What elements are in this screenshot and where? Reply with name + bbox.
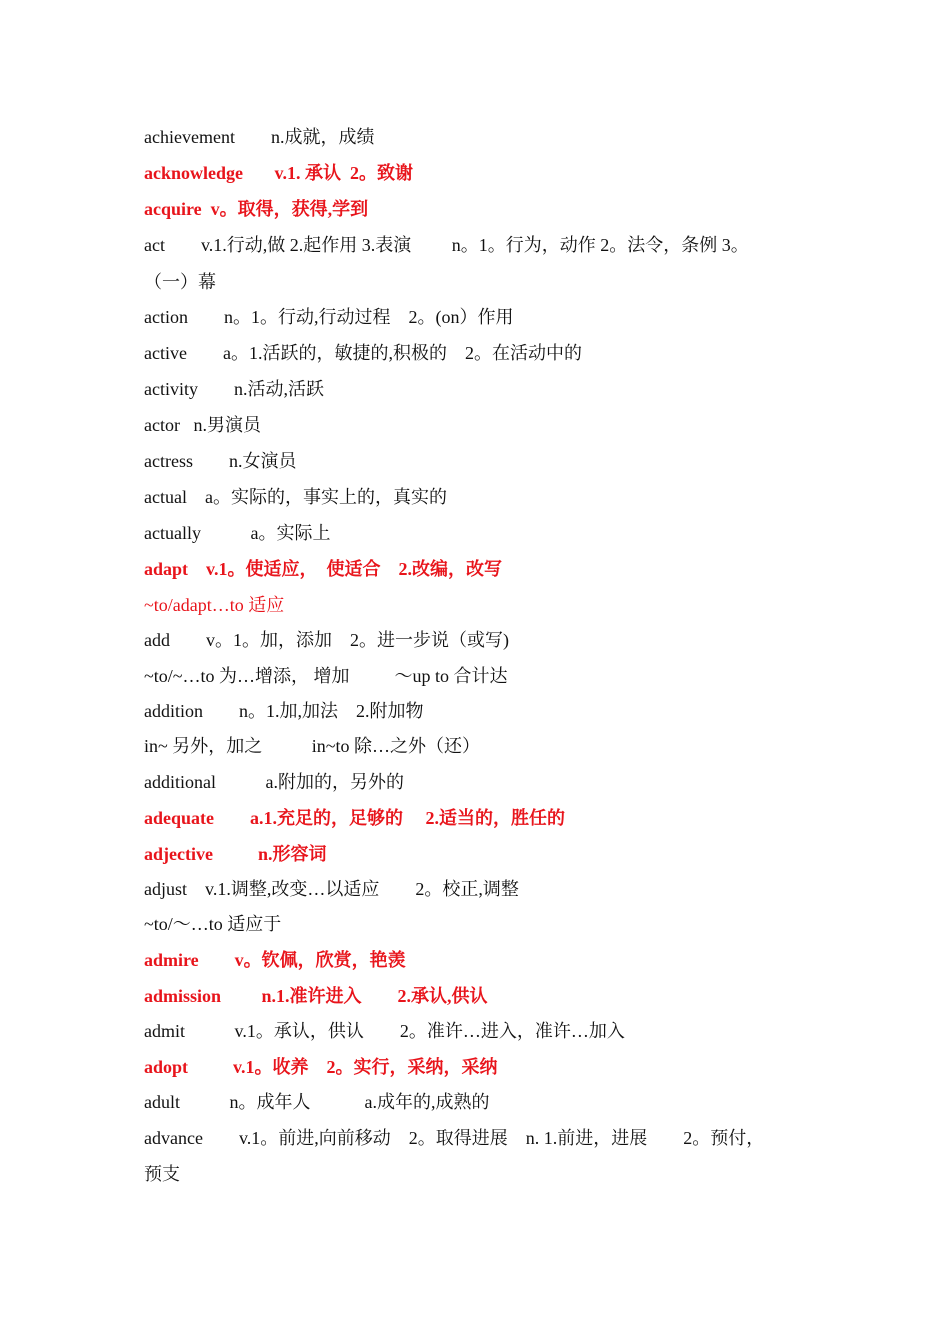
- entry-advance-continued: 预支: [144, 1164, 180, 1184]
- entry-acquire: acquire v。取得，获得,学到: [144, 199, 369, 219]
- entry-acknowledge: acknowledge v.1. 承认 2。致谢: [144, 163, 414, 183]
- entry-admission: admission n.1.准许进入 2.承认,供认: [144, 986, 488, 1006]
- entry-achievement: achievement n.成就，成绩: [144, 127, 375, 147]
- entry-actress: actress n.女演员: [144, 451, 297, 471]
- entry-addition: addition n。1.加,加法 2.附加物: [144, 701, 424, 721]
- entry-active: active a。1.活跃的，敏捷的,积极的 2。在活动中的: [144, 343, 582, 363]
- entry-advance: advance v.1。前进,向前移动 2。取得进展 n. 1.前进，进展 2。预付，: [144, 1128, 765, 1148]
- phrase-add-to: ~to/~…to 为…增添， 增加 ～up to 合计达: [144, 666, 508, 686]
- entry-adjective: adjective n.形容词: [144, 844, 327, 864]
- entry-action: action n。1。行动,行动过程 2。(on）作用: [144, 307, 514, 327]
- entry-activity: activity n.活动,活跃: [144, 379, 324, 399]
- entry-admire: admire v。钦佩，欣赏，艳羡: [144, 950, 406, 970]
- entry-act-continued: （一）幕: [144, 272, 216, 292]
- entry-adapt: adapt v.1。使适应， 使适合 2.改编，改写: [144, 559, 503, 579]
- entry-add: add v。1。加，添加 2。进一步说（或写): [144, 630, 509, 650]
- entry-adult: adult n。成年人 a.成年的,成熟的: [144, 1092, 490, 1112]
- entry-actual: actual a。实际的，事实上的，真实的: [144, 487, 447, 507]
- phrase-in-addition: in~ 另外，加之 in~to 除…之外（还）: [144, 736, 480, 756]
- entry-adjust: adjust v.1.调整,改变…以适应 2。校正,调整: [144, 879, 519, 899]
- phrase-adjust-to: ~to/～…to 适应于: [144, 914, 282, 934]
- entry-adopt: adopt v.1。收养 2。实行，采纳，采纳: [144, 1057, 498, 1077]
- entry-adequate: adequate a.1.充足的，足够的 2.适当的，胜任的: [144, 808, 566, 828]
- entry-act: act v.1.行动,做 2.起作用 3.表演 n。1。行为，动作 2。法令，条例 3。: [144, 235, 749, 255]
- phrase-adapt-to: ~to/adapt…to 适应: [144, 595, 285, 615]
- entry-additional: additional a.附加的，另外的: [144, 772, 404, 792]
- entry-actually: actually a。实际上: [144, 523, 331, 543]
- entry-actor: actor n.男演员: [144, 415, 261, 435]
- entry-admit: admit v.1。承认，供认 2。准许…进入，准许…加入: [144, 1021, 625, 1041]
